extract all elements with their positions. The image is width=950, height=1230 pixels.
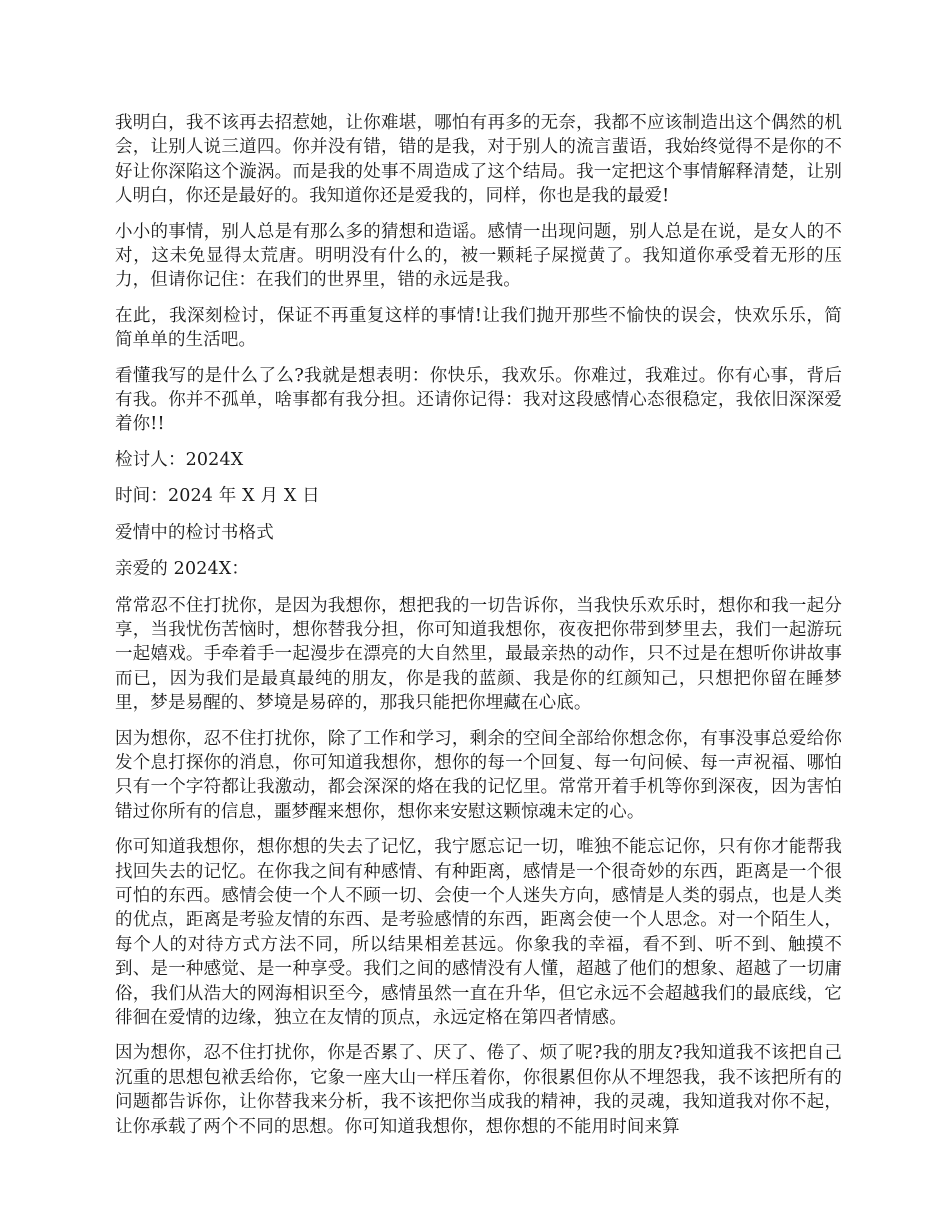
paragraph-letter-3: 你可知道我想你，想你想的失去了记忆，我宁愿忘记一切，唯独不能忘记你，只有你才能帮我找回失去的记忆。在你我之间有种感情、有种距离，感情是一个很奇妙的东西，距离是一个很可怕的东西。感情会使一个人不顾一切、会使一个人迷失方向，感情是人类的弱点，也是人类的优点，距离是考验友情的东西、是考验感情的东西，距离会使一个人思念。对一个陌生人，每个人的对待方式方法不同，所以结果相差甚远。你象我的幸福，看不到、听不到、触摸不到、是一种感觉、是一种享受。我们之间的感情没有人懂，超越了他们的想象、超越了一切庸俗，我们从浩大的网海相识至今，感情虽然一直在升华，但它永远不会超越我们的最底线，它徘徊在爱情的边缘，独立在友情的顶点，永远定格在第四者情感。 <box>115 837 842 1028</box>
paragraph-letter-2: 因为想你，忍不住打扰你，除了工作和学习，剩余的空间全部给你想念你，有事没事总爱给你发个息打探你的消息，你可知道我想你，想你的每一个回复、每一句问候、每一声祝福、哪怕只有一个字符都让我激动，都会深深的烙在我的记忆里。常常开着手机等你到深夜，因为害怕错过你所有的信息，噩梦醒来想你，想你来安慰这颗惊魂未定的心。 <box>115 728 842 822</box>
paragraph-apology-3: 在此，我深刻检讨，保证不再重复这样的事情!让我们抛开那些不愉快的误会，快欢乐乐，简简单单的生活吧。 <box>115 305 842 351</box>
paragraph-apology-2: 小小的事情，别人总是有那么多的猜想和造谣。感情一出现问题，别人总是在说，是女人的不对，这未免显得太荒唐。明明没有什么的，被一颗耗子屎搅黄了。我知道你承受着无形的压力，但请你记住：在我们的世界里，错的永远是我。 <box>115 221 842 291</box>
document-page <box>115 111 842 1150</box>
paragraph-letter-1: 常常忍不住打扰你，是因为我想你，想把我的一切告诉你，当我快乐欢乐时，想你和我一起分享，当我忧伤苦恼时，想你替我分担，你可知道我想你，夜夜把你带到梦里去，我们一起游玩一起嬉戏。手牵着手一起漫步在漂亮的大自然里，最最亲热的动作，只不过是在想听你讲故事而已，因为我们是最真最纯的朋友，你是我的蓝颜、我是你的红颜知己，只想把你留在睡梦里，梦是易醒的、梦境是易碎的，那我只能把你埋藏在心底。 <box>115 595 842 714</box>
signature-line: 检讨人：2024X <box>115 449 244 470</box>
paragraph-letter-4: 因为想你，忍不住打扰你，你是否累了、厌了、倦了、烦了呢?我的朋友?我知道我不该把自己沉重的思想包袱丢给你，它象一座大山一样压着你，你很累但你从不埋怨我，我不该把所有的问题都告诉你，让你替我来分析，我不该把你当成我的精神，我的灵魂，我知道我对你不起，让你承载了两个不同的思想。你可知道我想你，想你想的不能用时间来算 <box>115 1043 842 1137</box>
paragraph-apology-4: 看懂我写的是什么了么?我就是想表明：你快乐，我欢乐。你难过，我难过。你有心事，背后有我。你并不孤单，啥事都有我分担。还请你记得：我对这段感情心态很稳定，我依旧深深爱着你!! <box>115 365 842 435</box>
salutation: 亲爱的 2024X： <box>115 559 250 580</box>
paragraph-apology-1: 我明白，我不该再去招惹她，让你难堪，哪怕有再多的无奈，我都不应该制造出这个偶然的机会，让别人说三道四。你并没有错，错的是我，对于别人的流言蜚语，我始终觉得不是你的不好让你深陷这个漩涡。而是我的处事不周造成了这个结局。我一定把这个事情解释清楚，让别人明白，你还是最好的。我知道你还是爱我的，同样，你也是我的最爱! <box>115 113 842 207</box>
section-title: 爱情中的检讨书格式 <box>115 522 274 543</box>
date-line: 时间：2024 年 X 月 X 日 <box>115 486 320 507</box>
